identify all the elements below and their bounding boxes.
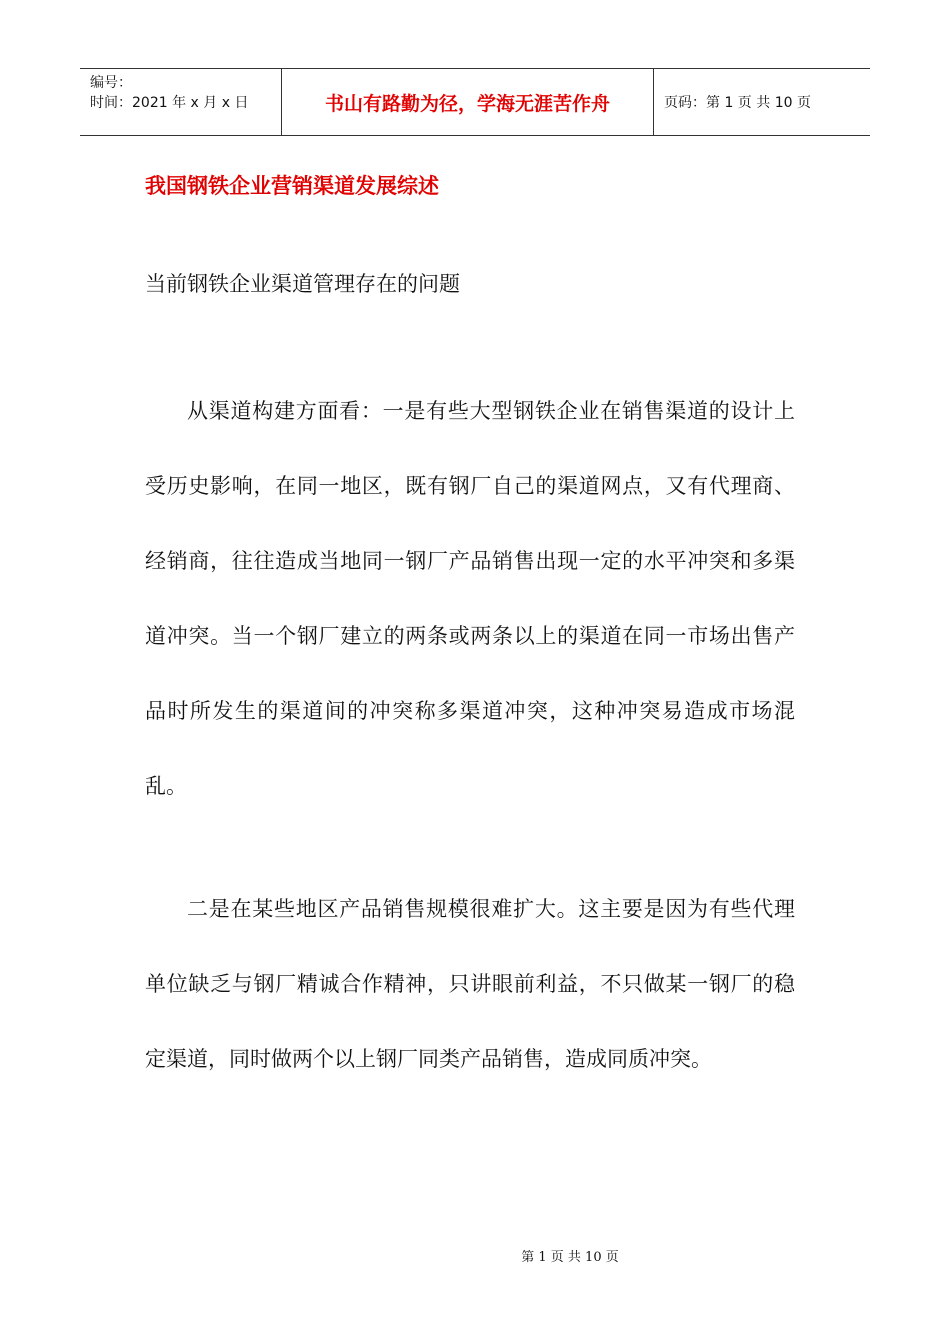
document-number-label: 编号： <box>90 75 132 91</box>
document-title: 我国钢铁企业营销渠道发展综述 <box>145 174 439 198</box>
body-paragraph-2: 二是在某些地区产品销售规模很难扩大。这主要是因为有些代理单位缺乏与钢厂精诚合作精神，只讲眼前利益，不只做某一钢厂的稳定渠道，同时做两个以上钢厂同类产品销售，造成同质冲突。 <box>145 897 795 1071</box>
header-page-info: 页码：第 1 页 共 10 页 <box>664 95 811 111</box>
section-heading: 当前钢铁企业渠道管理存在的问题 <box>145 272 460 296</box>
header-motto: 书山有路勤为径，学海无涯苦作舟 <box>282 69 654 135</box>
document-header <box>80 68 870 136</box>
page-footer: 第 1 页 共 10 页 <box>521 1250 619 1265</box>
body-paragraph-1: 从渠道构建方面看：一是有些大型钢铁企业在销售渠道的设计上受历史影响，在同一地区，既有钢厂自己的渠道网点，又有代理商、经销商，往往造成当地同一钢厂产品销售出现一定的水平冲突和多渠道冲突。当一个钢厂建立的两条或两条以上的渠道在同一市场出售产品时所发生的渠道间的冲突称多渠道冲突，这种冲突易造成市场混乱。 <box>145 399 795 798</box>
header-meta-cell <box>80 69 282 135</box>
document-time-label: 时间：2021 年 x 月 x 日 <box>90 95 249 111</box>
